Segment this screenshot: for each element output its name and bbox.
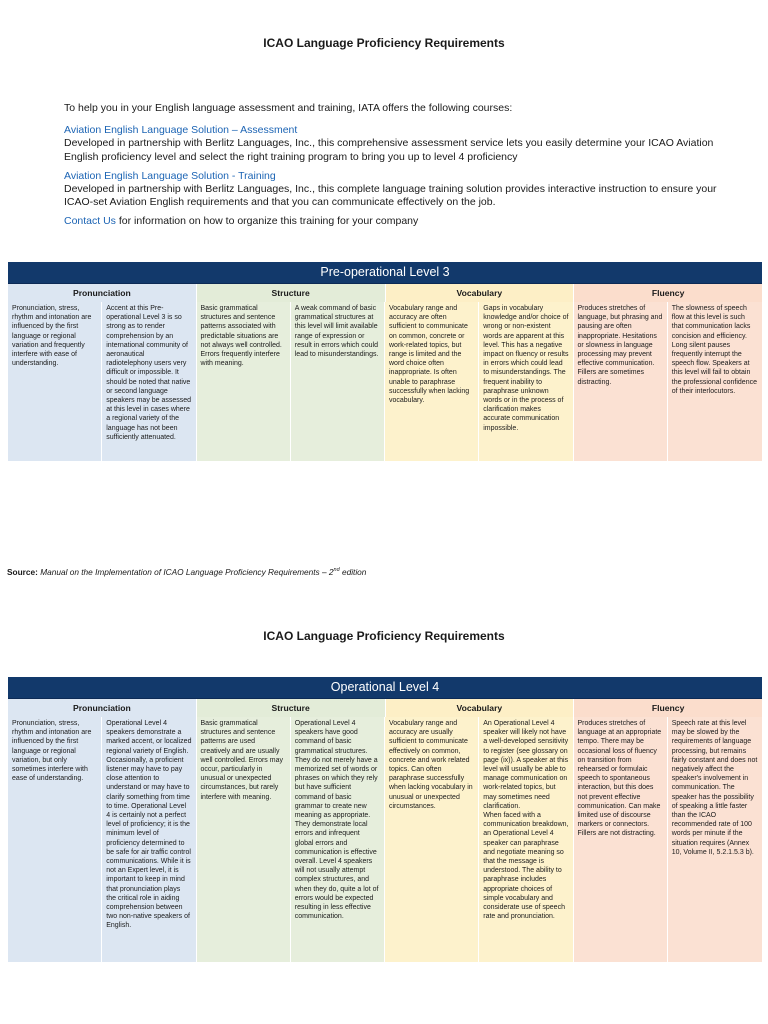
header-pronunciation: Pronunciation (8, 284, 197, 302)
source-note (7, 567, 366, 577)
level4-vocabulary-comment: An Operational Level 4 speaker will likely not have a well-developed sensitivity to register (see glossary on page (ix)). A speaker at this level will usually be able to manage communication on work-related topics, but may sometimes need clarification. When faced with a communication breakdown, an Operational Level 4 speaker can paraphrase and negotiate meaning so that the message is understood. The ability to paraphrase includes appropriate choices of simple vocabulary and considerate use of speech rate and pronunciation. (479, 717, 573, 962)
intro-section (64, 102, 724, 235)
source-edition: edition (339, 567, 367, 577)
header-vocabulary: Vocabulary (386, 699, 575, 717)
header-pronunciation: Pronunciation (8, 699, 197, 717)
page-title: ICAO Language Proficiency Requirements (263, 36, 505, 50)
level3-structure-comment: A weak command of basic grammatical structures at this level will limit available range of expression or result in errors which could lead to misunderstandings. (291, 302, 385, 461)
level4-structure-descriptor: Basic grammatical structures and sentence patterns are used creatively and are usually well controlled. Errors may occur, particularly in unusual or unexpected circumstances, but rarely interfere with meaning. (197, 717, 291, 962)
contact-line (64, 215, 724, 228)
contact-text: for information on how to organize this training for your company (115, 215, 419, 228)
level3-structure-descriptor: Basic grammatical structures and sentence patterns associated with predictable situations are not always well controlled. Errors frequently interfere with meaning. (197, 302, 291, 461)
level4-title: Operational Level 4 (8, 677, 762, 699)
contact-us-link[interactable]: Contact Us (64, 215, 116, 228)
level3-pronunciation-descriptor: Pronunciation, stress, rhythm and intonation are influenced by the first language or regional variation and frequently interfere with ease of understanding. (8, 302, 102, 461)
level3-pronunciation-comment: Accent at this Pre-operational Level 3 is so strong as to render comprehension by an international community of aeronautical radiotelephony users very difficult or impossible. It should be noted that native or second language speakers may be assessed at this level in cases where a regional variety of the language has not been sufficiently attenuated. (102, 302, 196, 461)
intro-lead: To help you in your English language assessment and training, IATA offers the following courses: (64, 102, 513, 114)
level4-pronunciation-comment: Operational Level 4 speakers demonstrate a marked accent, or localized regional variety of English. Occasionally, a proficient listener may have to pay close attention to understand or may have to clarify something from time to time. Operational Level 4 is certainly not a perfect level of proficiency; it is the minimum level of proficiency determined to be safe for air traffic control communications. While it is not an Expert level, it is important to keep in mind that pronunciation plays the critical role in aiding comprehension between two non-native speakers of English. (102, 717, 196, 962)
training-description: Developed in partnership with Berlitz Languages, Inc., this complete language training solution provides interactive instruction to ensure your ICAO-set Aviation English requirements and that you can communicate effectively on the job. (64, 183, 717, 209)
level3-descriptor-row (8, 302, 762, 461)
assessment-link[interactable]: Aviation English Language Solution – Assessment (64, 124, 298, 137)
level4-structure-comment: Operational Level 4 speakers have good command of basic grammatical structures. They do not merely have a memorized set of words or phrases on which they rely but have sufficient command of basic grammar to create new meaning as appropriate. They demonstrate local errors and infrequent global errors and communication is effective overall. Level 4 speakers will not usually attempt complex structures, and when they do, quite a lot of errors would be expected resulting in less effective communication. (291, 717, 385, 962)
level4-fluency-descriptor: Produces stretches of language at an appropriate tempo. There may be occasional loss of fluency on transition from rehearsed or formulaic speech to spontaneous interaction, but this does not prevent effective communication. Can make limited use of discourse markers or connectors. Fillers are not distracting. (574, 717, 668, 962)
level4-header-row (8, 699, 762, 717)
training-link[interactable]: Aviation English Language Solution - Training (64, 169, 276, 182)
level3-header-row (8, 284, 762, 302)
level4-table (8, 677, 762, 962)
header-fluency: Fluency (574, 699, 762, 717)
page-title-2: ICAO Language Proficiency Requirements (263, 629, 505, 643)
level3-vocabulary-descriptor: Vocabulary range and accuracy are often sufficient to communicate on common, concrete or work-related topics, but range is limited and the word choice often inappropriate. Is often unable to paraphrase successfully when lacking vocabulary. (385, 302, 479, 461)
header-fluency: Fluency (574, 284, 762, 302)
level4-descriptor-row (8, 717, 762, 962)
level3-fluency-descriptor: Produces stretches of language, but phrasing and pausing are often inappropriate. Hesitations or slowness in language processing may prevent effective communication. Fillers are sometimes distracting. (574, 302, 668, 461)
source-label: Source: (7, 567, 38, 577)
header-structure: Structure (197, 699, 386, 717)
assessment-description: Developed in partnership with Berlitz Languages, Inc., this comprehensive assessment service lets you easily determine your ICAO Aviation English proficiency level and select the right training program to bring you up to level 4 proficiency (64, 137, 714, 163)
header-structure: Structure (197, 284, 386, 302)
course-assessment (64, 124, 724, 164)
level3-vocabulary-comment: Gaps in vocabulary knowledge and/or choice of wrong or non-existent words are apparent at this level. This has a negative impact on fluency or results in errors which could lead to misunderstandings. The frequent inability to paraphrase unknown words or in the process of clarification makes accurate communication impossible. (479, 302, 573, 461)
course-training (64, 170, 724, 210)
level4-vocabulary-descriptor: Vocabulary range and accuracy are usually sufficient to communicate effectively on common, concrete and work related topics. Can often paraphrase successfully when lacking vocabulary in unusual or unexpected circumstances. (385, 717, 479, 962)
level3-fluency-comment: The slowness of speech flow at this level is such that communication lacks concision and efficiency. Long silent pauses frequently interrupt the speech flow. Speakers at this level will fail to obtain the professional confidence of their interlocutors. (668, 302, 762, 461)
header-vocabulary: Vocabulary (386, 284, 575, 302)
level3-title: Pre-operational Level 3 (8, 262, 762, 284)
level3-table (8, 262, 762, 461)
source-edition-sup: nd (333, 567, 340, 574)
source-text: Manual on the Implementation of ICAO Language Proficiency Requirements – 2 (37, 567, 334, 577)
level4-pronunciation-descriptor: Pronunciation, stress, rhythm and intonation are influenced by the first language or regional variation, but only sometimes interfere with ease of understanding. (8, 717, 102, 962)
level4-fluency-comment: Speech rate at this level may be slowed by the requirements of language processing, but remains fairly constant and does not negatively affect the speaker's involvement in communication. The speaker has the possibility of speaking a little faster than the ICAO recommended rate of 100 words per minute if the situation requires (Annex 10, Volume II, 5.2.1.5.3 b). (668, 717, 762, 962)
